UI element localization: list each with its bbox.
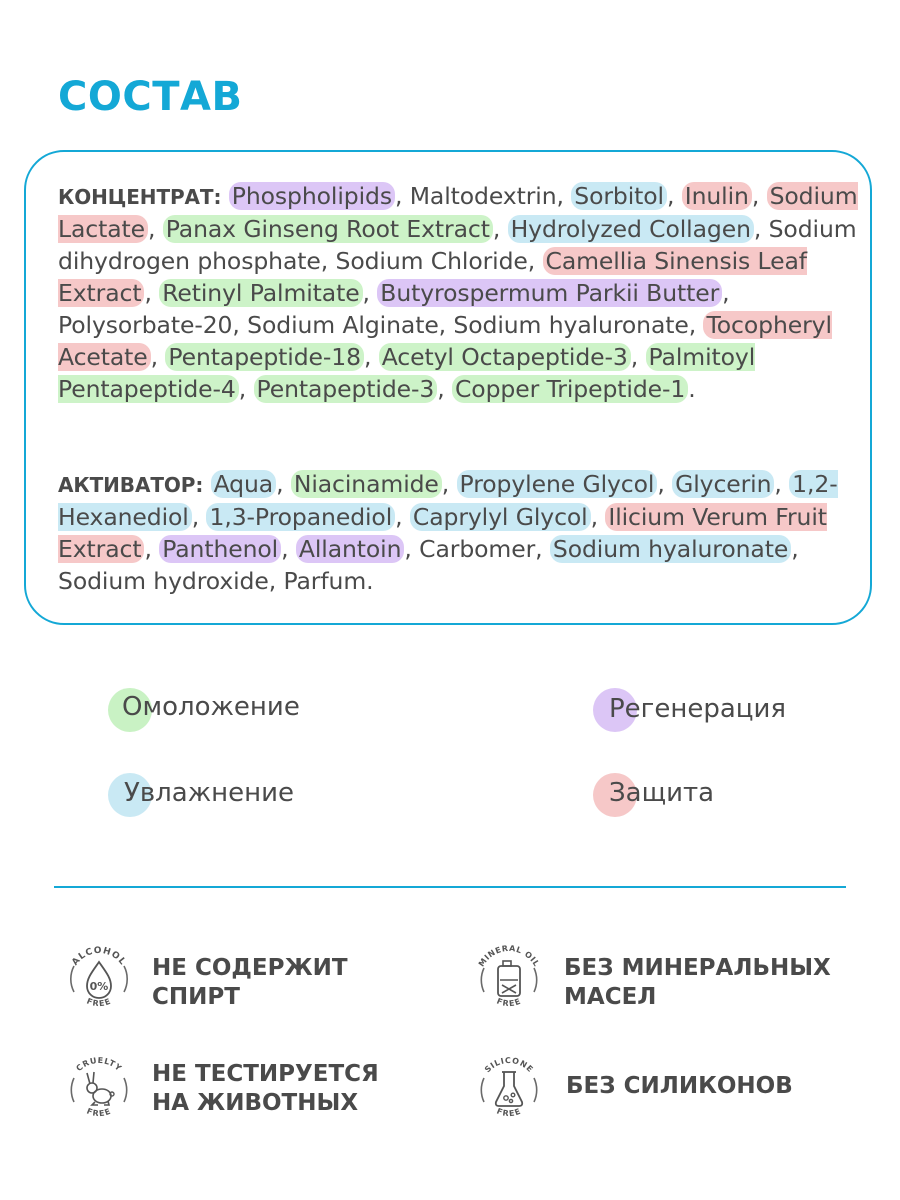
ingredient: Sodium hyaluronate <box>550 535 791 563</box>
ingredient: Hydrolyzed Collagen <box>508 215 754 243</box>
badge-text: БЕЗ МИНЕРАЛЬНЫХ МАСЕЛ <box>564 955 831 1010</box>
concentrate-ingredients: Phospholipids , Maltodextrin, Sorbitol , Inulin , Sodium Lactate , Panax Ginseng Root Extract , Hydrolyzed Collagen , Sodium dihydrogen phosphate, Sodium Chloride, Camellia Sinensis Leaf Extract , Retinyl Palmitate , Butyrospermum Parkii Butter , Polysorbate-20, Sodium Alginate, Sodium hyaluronate, Tocopheryl Acetate , Pentapeptide-18 , Acetyl Octapeptide-3 , Palmitoyl Pentapeptide-4 , Pentapeptide-3 , Copper Tripeptide-1 . <box>58 182 858 403</box>
svg-text:ALCOHOL: ALCOHOL <box>70 945 128 968</box>
ingredient: Panthenol <box>159 535 281 563</box>
ingredient: Aqua <box>211 470 276 498</box>
ingredient: Sodium hyaluronate <box>453 311 689 339</box>
activator-ingredients: Aqua , Niacinamide , Propylene Glycol , Glycerin , 1,2-Hexanediol , 1,3-Propanediol , Caprylyl Glycol , Ilicium Verum Fruit Extract , Panthenol , Allantoin , Carbomer, Sodium hyaluronate , Sodium hydroxide, Parfum. <box>58 470 838 595</box>
silicone-free-icon <box>474 1050 544 1130</box>
svg-text:FREE: FREE <box>495 1106 523 1119</box>
ingredient: Inulin <box>682 182 752 210</box>
svg-text:SILICONE: SILICONE <box>482 1055 536 1075</box>
ingredient: Maltodextrin <box>409 182 557 210</box>
svg-text:MINERAL OIL: MINERAL OIL <box>476 943 542 969</box>
badge-text: НЕ ТЕСТИРУЕТСЯ НА ЖИВОТНЫХ <box>152 1061 379 1116</box>
badge-text: БЕЗ СИЛИКОНОВ <box>566 1073 793 1099</box>
ingredient: Sodium Chloride <box>335 247 528 275</box>
ingredient: Parfum <box>283 567 367 595</box>
svg-text:FREE: FREE <box>85 996 113 1009</box>
ingredient: Palmitoyl Pentapeptide-4 <box>58 343 756 403</box>
ingredient: Phospholipids <box>229 182 395 210</box>
alcohol-free-icon <box>64 940 134 1020</box>
legend-label: Омоложение <box>122 692 300 722</box>
ingredient: Sorbitol <box>571 182 667 210</box>
ingredient: 1,3-Propanediol <box>206 503 395 531</box>
svg-text:CRUELTY: CRUELTY <box>74 1055 124 1074</box>
legend-label: Увлажнение <box>124 778 295 808</box>
ingredient: Acetyl Octapeptide-3 <box>379 343 631 371</box>
page-title: СОСТАВ <box>58 74 243 120</box>
ingredient: Camellia Sinensis Leaf Extract <box>58 247 807 307</box>
legend-label: Защита <box>609 778 715 808</box>
ingredient: Propylene Glycol <box>457 470 658 498</box>
ingredient: Panax Ginseng Root Extract <box>163 215 493 243</box>
ingredient: Pentapeptide-3 <box>254 375 438 403</box>
ingredient: Sodium dihydrogen phosphate <box>58 215 857 275</box>
legend-label: Регенерация <box>609 694 786 724</box>
activator-label: АКТИВАТОР: <box>58 473 204 497</box>
ingredient: Sodium Alginate <box>247 311 439 339</box>
svg-text:0%: 0% <box>89 980 109 993</box>
concentrate-label: КОНЦЕНТРАТ: <box>58 185 222 209</box>
svg-text:FREE: FREE <box>495 996 523 1009</box>
ingredient: Pentapeptide-18 <box>165 343 364 371</box>
ingredient: Carbomer <box>419 535 536 563</box>
ingredient: Tocopheryl Acetate <box>58 311 832 371</box>
section-divider <box>54 886 846 888</box>
ingredient: Sodium Lactate <box>58 182 858 243</box>
activator-paragraph <box>58 468 858 597</box>
cruelty-free-icon <box>64 1050 134 1130</box>
ingredient: 1,2-Hexanediol <box>58 470 838 531</box>
ingredient: Copper Tripeptide-1 <box>452 375 688 403</box>
ingredient: Allantoin <box>296 535 405 563</box>
ingredient: Sodium hydroxide <box>58 567 269 595</box>
ingredient: Caprylyl Glycol <box>410 503 591 531</box>
ingredient: Ilicium Verum Fruit Extract <box>58 503 827 563</box>
ingredient: Polysorbate-20 <box>58 311 233 339</box>
badge-text: НЕ СОДЕРЖИТ СПИРТ <box>152 955 348 1010</box>
mineral-oil-free-icon <box>474 940 544 1020</box>
ingredient: Niacinamide <box>291 470 442 498</box>
ingredient: Glycerin <box>672 470 774 498</box>
concentrate-paragraph <box>58 180 858 405</box>
ingredient: Retinyl Palmitate <box>159 279 362 307</box>
svg-text:FREE: FREE <box>85 1106 113 1119</box>
ingredient: Butyrospermum Parkii Butter <box>377 279 722 307</box>
composition-box <box>24 150 872 625</box>
